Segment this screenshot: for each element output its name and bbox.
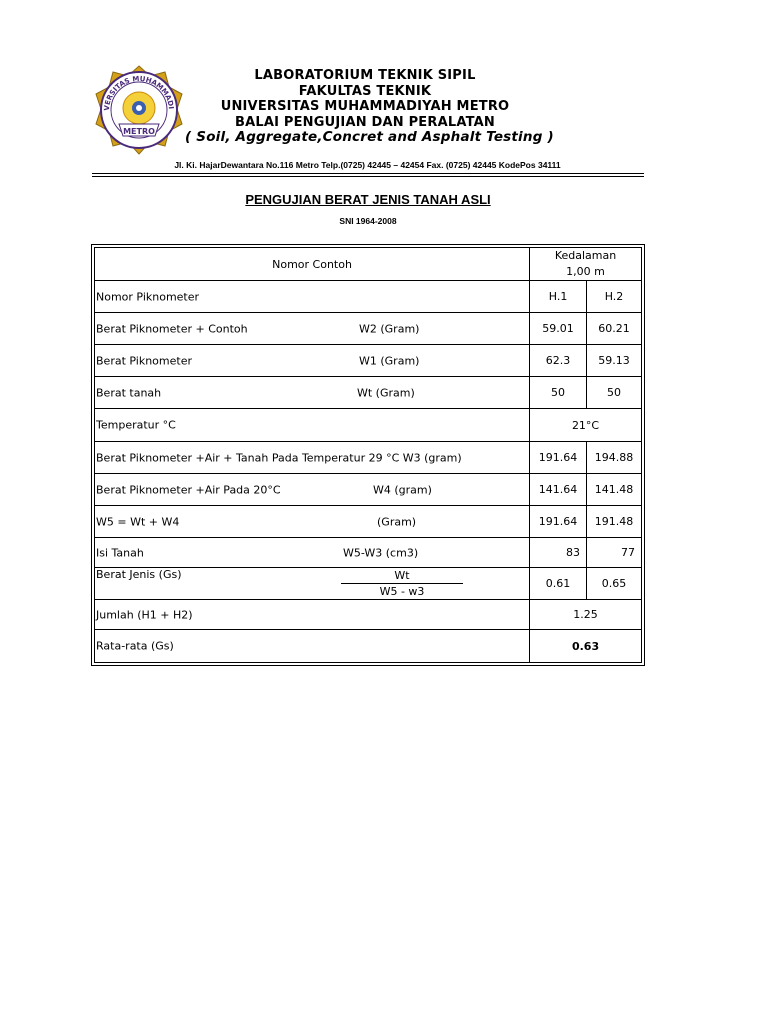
cell-h1: 62.3 — [530, 345, 587, 377]
row-label: Temperatur °C — [96, 418, 176, 432]
cell-h2: 59.13 — [587, 345, 642, 377]
table-row — [95, 538, 642, 568]
cell-h2: 60.21 — [587, 313, 642, 345]
table-row — [95, 630, 642, 663]
row-unit: Wt (Gram) — [357, 386, 415, 399]
table-row — [95, 281, 642, 313]
header-line-faculty: FAKULTAS TEKNIK — [298, 83, 432, 99]
cell-h2: 191.48 — [587, 506, 642, 538]
row-unit: (Gram) — [377, 515, 417, 528]
cell-h1: 191.64 — [530, 442, 587, 474]
cell-h1: H.1 — [530, 281, 587, 313]
row-label: Berat Jenis (Gs) — [96, 568, 182, 581]
row-label: Berat Piknometer +Air Pada 20°C — [96, 483, 281, 496]
cell-h2: 0.65 — [587, 568, 642, 600]
cell-h2: 141.48 — [587, 474, 642, 506]
cell-h1: 141.64 — [530, 474, 587, 506]
depth-header — [530, 248, 642, 281]
cell-h1: 83 — [530, 538, 587, 568]
cell-h1: 191.64 — [530, 506, 587, 538]
row-unit: W2 (Gram) — [359, 322, 420, 335]
header-line-lab: LABORATORIUM TEKNIK SIPIL — [254, 68, 476, 83]
row-label: Berat Piknometer +Air + Tanah Pada Temperatur 29 °C W3 (gram) — [96, 451, 462, 464]
row-label: Berat tanah — [96, 386, 162, 399]
formula-denominator: W5 - w3 — [379, 585, 425, 598]
formula-numerator: Wt — [341, 569, 463, 584]
cell-h2: 194.88 — [587, 442, 642, 474]
header-line-university: UNIVERSITAS MUHAMMADIYAH METRO — [220, 99, 510, 114]
average-gs-value: 0.63 — [530, 630, 642, 663]
table-row — [95, 409, 642, 442]
university-seal-icon — [93, 64, 185, 158]
letterhead — [90, 64, 645, 176]
cell-h1: 0.61 — [530, 568, 587, 600]
table-row — [95, 568, 642, 600]
gs-formula — [341, 569, 463, 598]
row-unit: W4 (gram) — [373, 483, 432, 496]
document-standard: SNI 1964-2008 — [339, 216, 397, 226]
cell-h2: 50 — [587, 377, 642, 409]
cell-h2: H.2 — [587, 281, 642, 313]
table-row — [95, 345, 642, 377]
header-divider-top — [92, 173, 644, 174]
document-title: PENGUJIAN BERAT JENIS TANAH ASLI — [245, 192, 491, 207]
table-row — [95, 313, 642, 345]
row-unit: W1 (Gram) — [359, 354, 420, 367]
address-line: Jl. Ki. HajarDewantara No.116 Metro Telp.(0725) 42445 – 42454 Fax. (0725) 42445 KodePos 34111 — [174, 160, 561, 170]
row-label: Rata-rata (Gs) — [96, 639, 174, 653]
row-label: Isi Tanah — [96, 546, 144, 559]
depth-label: Kedalaman — [554, 249, 617, 262]
sample-number-header: Nomor Contoh — [95, 248, 530, 281]
header-line-department: BALAI PENGUJIAN DAN PERALATAN — [234, 114, 495, 130]
table-header-row — [95, 248, 642, 281]
table-row — [95, 442, 642, 474]
table-row — [95, 600, 642, 630]
row-unit: W5-W3 (cm3) — [343, 546, 419, 559]
cell-merged: 21°C — [530, 409, 642, 442]
depth-value: 1,00 m — [566, 265, 605, 278]
cell-h1: 59.01 — [530, 313, 587, 345]
row-label: W5 = Wt + W4 — [96, 515, 180, 528]
header-line-scope: ( Soil, Aggregate,Concret and Asphalt Testing ) — [185, 129, 554, 145]
row-label: Jumlah (H1 + H2) — [96, 608, 193, 621]
cell-h2: 77 — [587, 538, 642, 568]
seal-text-bottom: METRO — [123, 127, 155, 136]
table-row — [95, 506, 642, 538]
institution-heading — [185, 68, 554, 146]
test-results-table — [91, 244, 645, 666]
seal-text-top: VERSITAS MUHAMMADI — [102, 74, 175, 112]
row-label: Berat Piknometer — [96, 354, 192, 367]
table-row — [95, 377, 642, 409]
cell-h1: 50 — [530, 377, 587, 409]
table-row — [95, 474, 642, 506]
header-divider-bottom — [92, 176, 644, 177]
cell-merged: 1.25 — [530, 600, 642, 630]
row-label: Berat Piknometer + Contoh — [96, 322, 248, 335]
row-label: Nomor Piknometer — [96, 290, 200, 303]
